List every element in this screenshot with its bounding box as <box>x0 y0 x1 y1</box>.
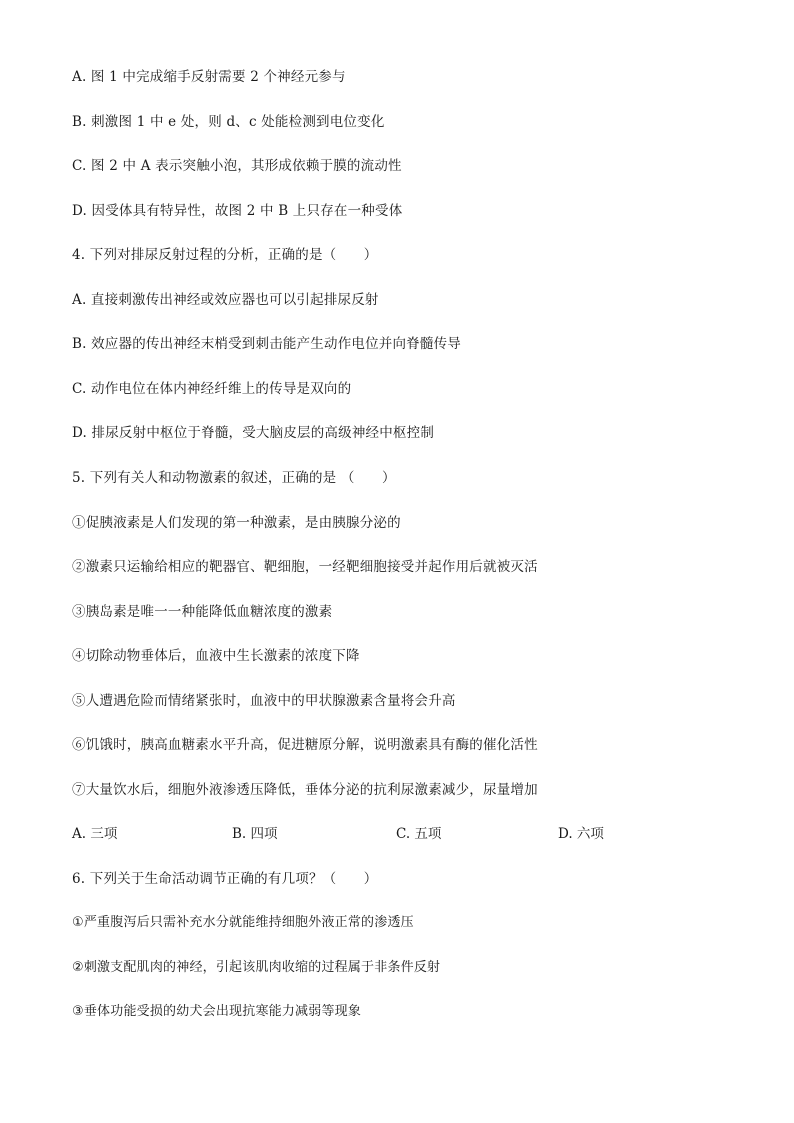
q5-statement-7: ⑦大量饮水后，细胞外液渗透压降低，垂体分泌的抗利尿激素减少，尿量增加 <box>72 782 538 798</box>
q3-option-a: A. 图 1 中完成缩手反射需要 2 个神经元参与 <box>72 69 346 85</box>
q5-statement-1: ①促胰液素是人们发现的第一种激素，是由胰腺分泌的 <box>72 515 401 531</box>
q5-statement-2: ②激素只运输给相应的靶器官、靶细胞，一经靶细胞接受并起作用后就被灭活 <box>72 559 538 575</box>
q5-statement-4: ④切除动物垂体后，血液中生长激素的浓度下降 <box>72 648 360 664</box>
q4-stem: 4. 下列对排尿反射过程的分析，正确的是（ ） <box>72 247 378 263</box>
q6-stem: 6. 下列关于生命活动调节正确的有几项？（ ） <box>72 871 378 887</box>
q3-option-d: D. 因受体具有特异性，故图 2 中 B 上只存在一种受体 <box>72 203 403 219</box>
q6-statement-1: ①严重腹泻后只需补充水分就能维持细胞外液正常的渗透压 <box>72 915 414 930</box>
q5-statement-3: ③胰岛素是唯一一种能降低血糖浓度的激素 <box>72 604 333 620</box>
q4-option-a: A. 直接刺激传出神经或效应器也可以引起排尿反射 <box>72 292 379 308</box>
q6-statement-2: ②刺激支配肌肉的神经，引起该肌肉收缩的过程属于非条件反射 <box>72 960 441 975</box>
q5-option-b: B. 四项 <box>232 826 278 842</box>
q6-statement-3: ③垂体功能受损的幼犬会出现抗寒能力减弱等现象 <box>72 1004 362 1019</box>
q5-statement-5: ⑤人遭遇危险而情绪紧张时，血液中的甲状腺激素含量将会升高 <box>72 693 456 709</box>
q4-option-d: D. 排尿反射中枢位于脊髓，受大脑皮层的高级神经中枢控制 <box>72 425 435 441</box>
q5-option-a: A. 三项 <box>72 826 118 842</box>
q5-option-c: C. 五项 <box>396 826 442 842</box>
q5-option-d: D. 六项 <box>558 826 604 842</box>
q3-option-c: C. 图 2 中 A 表示突触小泡，其形成依赖于膜的流动性 <box>72 158 402 174</box>
q4-option-c: C. 动作电位在体内神经纤维上的传导是双向的 <box>72 381 352 397</box>
q3-option-b: B. 刺激图 1 中 e 处，则 d、c 处能检测到电位变化 <box>72 114 385 130</box>
q4-option-b: B. 效应器的传出神经末梢受到刺击能产生动作电位并向脊髓传导 <box>72 336 462 352</box>
q5-statement-6: ⑥饥饿时，胰高血糖素水平升高，促进糖原分解，说明激素具有酶的催化活性 <box>72 737 538 753</box>
q5-stem: 5. 下列有关人和动物激素的叙述，正确的是 （ ） <box>72 470 396 486</box>
